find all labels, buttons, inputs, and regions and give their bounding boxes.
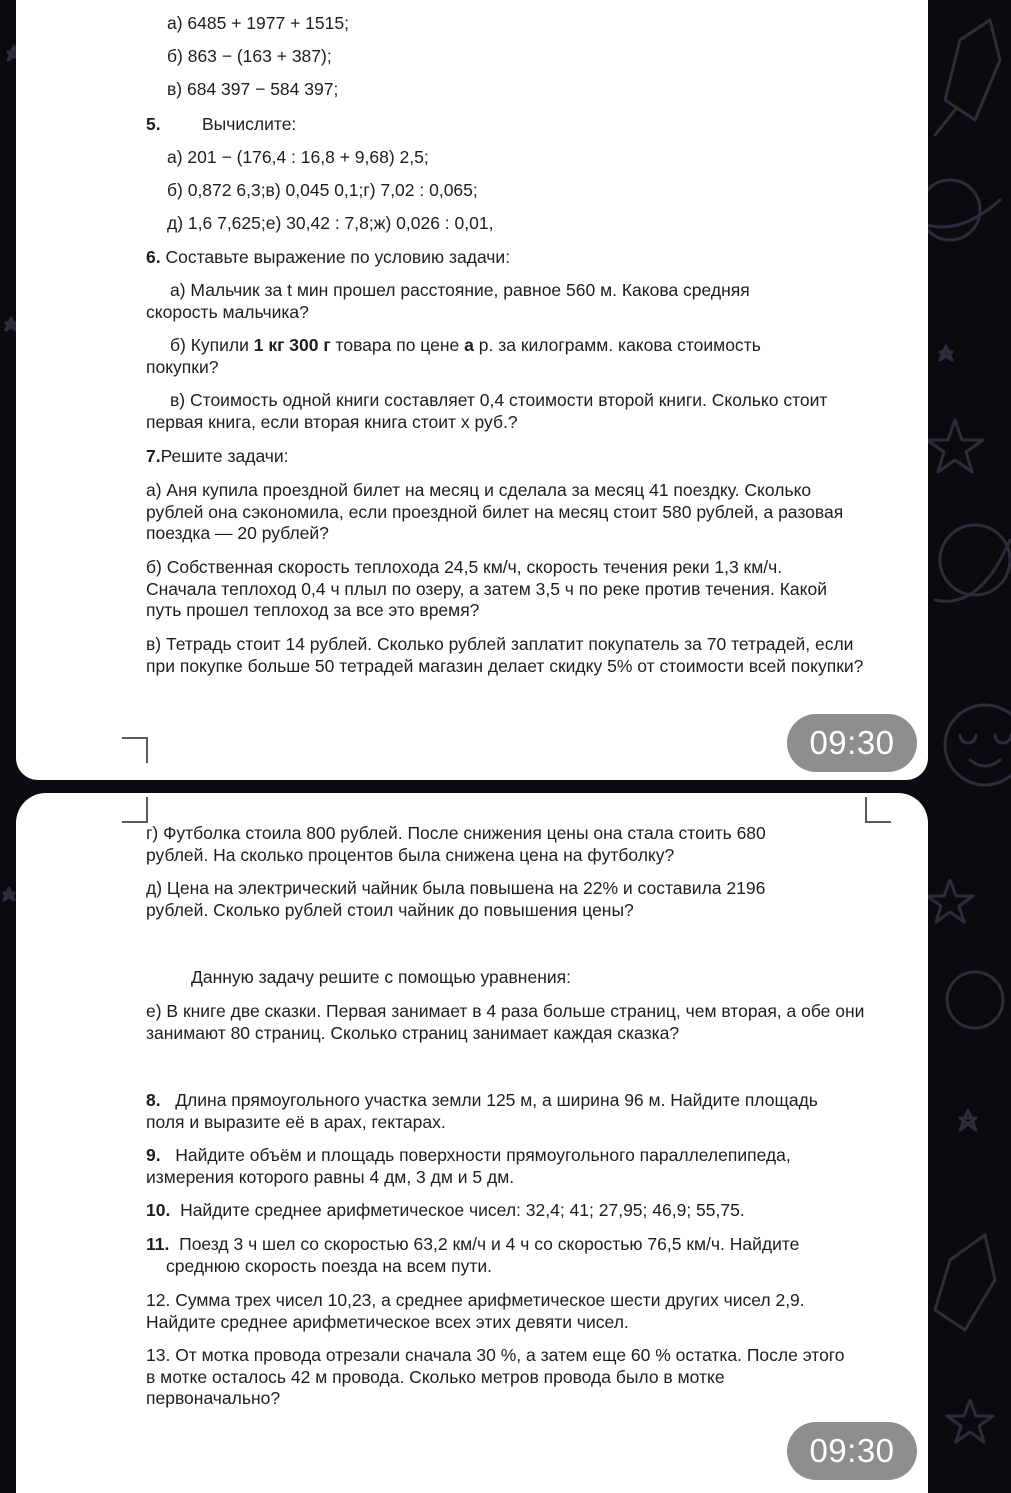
star-icon bbox=[940, 346, 952, 360]
task-6-title: Составьте выражение по условию задачи: bbox=[160, 247, 511, 267]
planet-icon bbox=[947, 972, 1003, 1028]
task-5-number: 5. bbox=[146, 114, 161, 134]
task-6-number: 6. bbox=[146, 247, 161, 267]
task-13: 13. От мотка провода отрезали сначала 30 %, а затем еще 60 % остатка. После этого в мотке осталось 42 м провода. Сколько метров провода было в мотке первоначально? bbox=[146, 1345, 845, 1408]
task-5a: а) 201 − (176,4 : 16,8 + 9,68) 2,5; bbox=[167, 147, 429, 167]
message-image-page-1[interactable] bbox=[16, 0, 928, 780]
task-6-heading bbox=[146, 247, 510, 269]
page-corner-mark bbox=[865, 797, 891, 823]
rocket-icon bbox=[935, 1235, 995, 1330]
task-12: 12. Сумма трех чисел 10,23, а среднее арифметическое шести других чисел 2,9. Найдите среднее арифметическое всех этих девяти чисел. bbox=[146, 1290, 805, 1332]
task-6b: б) Купили 1 кг 300 г товара по цене а р. за килограмм. какова стоимость покупки? bbox=[146, 335, 761, 377]
task-11-number: 11. bbox=[146, 1234, 170, 1254]
task-6a: а) Мальчик за t мин прошел расстояние, равное 560 м. Какова средняя скорость мальчика? bbox=[146, 280, 750, 322]
task-8-number: 8. bbox=[146, 1090, 161, 1110]
equation-instruction: Данную задачу решите с помощью уравнения: bbox=[191, 967, 571, 987]
rocket-icon bbox=[935, 20, 1000, 135]
task-7d: д) Цена на электрический чайник была повышена на 22% и составила 2196 рублей. Сколько рублей стоил чайник до повышения цены? bbox=[146, 878, 766, 920]
task-5b: б) 0,872 6,3;в) 0,045 0,1;г) 7,02 : 0,065; bbox=[167, 180, 478, 200]
task-9-number: 9. bbox=[146, 1145, 161, 1165]
message-timestamp: 09:30 bbox=[787, 1422, 917, 1480]
task-7e: е) В книге две сказки. Первая занимает в 4 раза больше страниц, чем вторая, а обе они занимают 80 страниц. Сколько страниц занимает каждая сказка? bbox=[146, 1001, 865, 1043]
task-8: 8. Длина прямоугольного участка земли 125 м, а ширина 96 м. Найдите площадь поля и выразите её в арах, гектарах. bbox=[146, 1090, 818, 1132]
page-corner-mark bbox=[122, 797, 148, 823]
task-7g: г) Футболка стоила 800 рублей. После снижения цены она стала стоить 680 рублей. На сколько процентов была снижена цена на футболку? bbox=[146, 823, 766, 865]
task-9: 9. Найдите объём и площадь поверхности прямоугольного параллелепипеда, измерения которого равны 4 дм, 3 дм и 5 дм. bbox=[146, 1145, 791, 1187]
star-icon bbox=[947, 1400, 993, 1442]
task-7-title: Решите задачи: bbox=[160, 446, 289, 466]
star-icon bbox=[927, 880, 973, 922]
task-7b: б) Собственная скорость теплохода 24,5 км/ч, скорость течения реки 1,3 км/ч. Сначала теплоход 0,4 ч плыл по озеру, а затем 3,5 ч по реке против течения. Какой путь прошел теплоход за все это время? bbox=[146, 557, 828, 620]
task-5d: д) 1,6 7,625;е) 30,42 : 7,8;ж) 0,026 : 0,01, bbox=[167, 213, 494, 233]
planet-icon bbox=[935, 525, 1010, 601]
task-4c: в) 684 397 − 584 397; bbox=[167, 79, 339, 99]
star-icon bbox=[927, 420, 983, 472]
page-corner-mark bbox=[122, 737, 148, 763]
task-11: 11. Поезд 3 ч шел со скоростью 63,2 км/ч и 4 ч со скоростью 76,5 км/ч. Найдите bbox=[146, 1234, 800, 1254]
task-6c: в) Стоимость одной книги составляет 0,4 стоимости второй книги. Сколько стоит первая книга, если вторая книга стоит х руб.? bbox=[146, 390, 828, 432]
task-11-continued: среднюю скорость поезда на всем пути. bbox=[166, 1256, 492, 1276]
task-7c: в) Тетрадь стоит 14 рублей. Сколько рублей заплатит покупатель за 70 тетрадей, если при покупке больше 50 тетрадей магазин делает скидку 5% от стоимости всей покупки? bbox=[146, 634, 864, 676]
astronaut-icon bbox=[945, 705, 1011, 785]
task-10-number: 10. bbox=[146, 1200, 171, 1220]
task-10: 10. Найдите среднее арифметическое чисел: 32,4; 41; 27,95; 46,9; 55,75. bbox=[146, 1200, 745, 1220]
star-icon bbox=[4, 888, 14, 900]
task-5-title: Вычислите: bbox=[202, 114, 297, 134]
task-7a: а) Аня купила проездной билет на месяц и сделала за месяц 41 поездку. Сколько рублей она сэкономила, если проездной билет на месяц стоит 580 рублей, а разовая поездка — 20 рублей? bbox=[146, 480, 844, 543]
message-image-page-2[interactable] bbox=[16, 793, 928, 1493]
message-timestamp: 09:30 bbox=[787, 714, 917, 772]
star-icon bbox=[960, 1110, 976, 1130]
task-7-number: 7. bbox=[146, 446, 161, 466]
task-4a: а) 6485 + 1977 + 1515; bbox=[167, 13, 349, 33]
star-icon bbox=[6, 318, 16, 330]
task-7-heading bbox=[146, 446, 289, 468]
task-4b: б) 863 − (163 + 387); bbox=[167, 46, 332, 66]
